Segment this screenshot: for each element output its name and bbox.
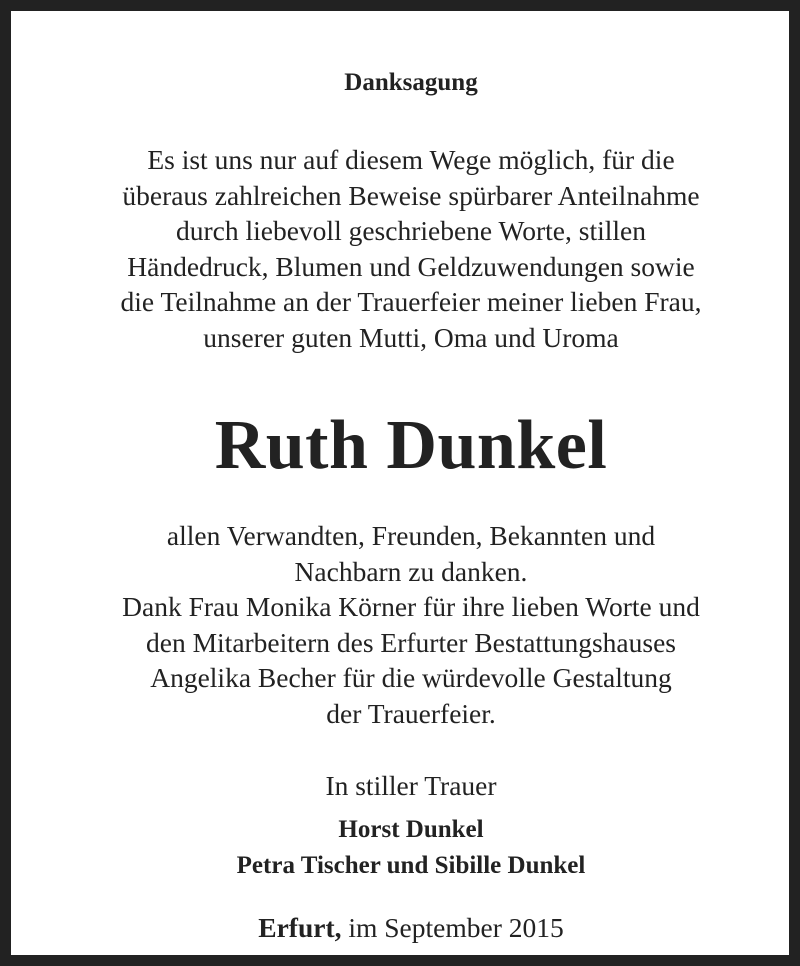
- place-date-line: [22, 910, 800, 945]
- signers-list: [22, 812, 800, 884]
- intro-paragraph: [22, 142, 800, 355]
- intro-line: die Teilnahme an der Trauerfeier meiner lieben Frau,: [120, 286, 702, 317]
- deceased-name: Ruth Dunkel: [214, 407, 608, 484]
- notice-content: [22, 22, 800, 966]
- thanks-line: Nachbarn zu danken.: [294, 555, 528, 587]
- thanks-line: der Trauerfeier.: [326, 697, 496, 729]
- intro-line: unserer guten Mutti, Oma und Uroma: [203, 321, 619, 353]
- signer-name: Petra Tischer und Sibille Dunkel: [236, 852, 586, 879]
- thanks-line: Dank Frau Monika Körner für ihre lieben Worte und: [122, 591, 700, 622]
- intro-line: Händedruck, Blumen und Geldzuwendungen sowie: [127, 250, 695, 282]
- date-text: im September 2015: [341, 912, 564, 943]
- notice-heading: Danksagung: [344, 69, 478, 96]
- intro-line: durch liebevoll geschriebene Worte, stillen: [176, 215, 646, 246]
- thanks-paragraph: [22, 518, 800, 731]
- signer-name: Horst Dunkel: [338, 816, 484, 843]
- intro-line: überaus zahlreichen Beweise spürbarer Anteilnahme: [122, 179, 700, 211]
- mourning-phrase: In stiller Trauer: [325, 770, 497, 801]
- place-name: Erfurt,: [258, 912, 342, 943]
- thanks-line: Angelika Becher für die würdevolle Gestaltung: [150, 662, 672, 693]
- intro-line: Es ist uns nur auf diesem Wege möglich, für die: [147, 144, 675, 175]
- thanks-line: allen Verwandten, Freunden, Bekannten und: [166, 520, 656, 551]
- thanks-line: den Mitarbeitern des Erfurter Bestattungshauses: [146, 626, 676, 658]
